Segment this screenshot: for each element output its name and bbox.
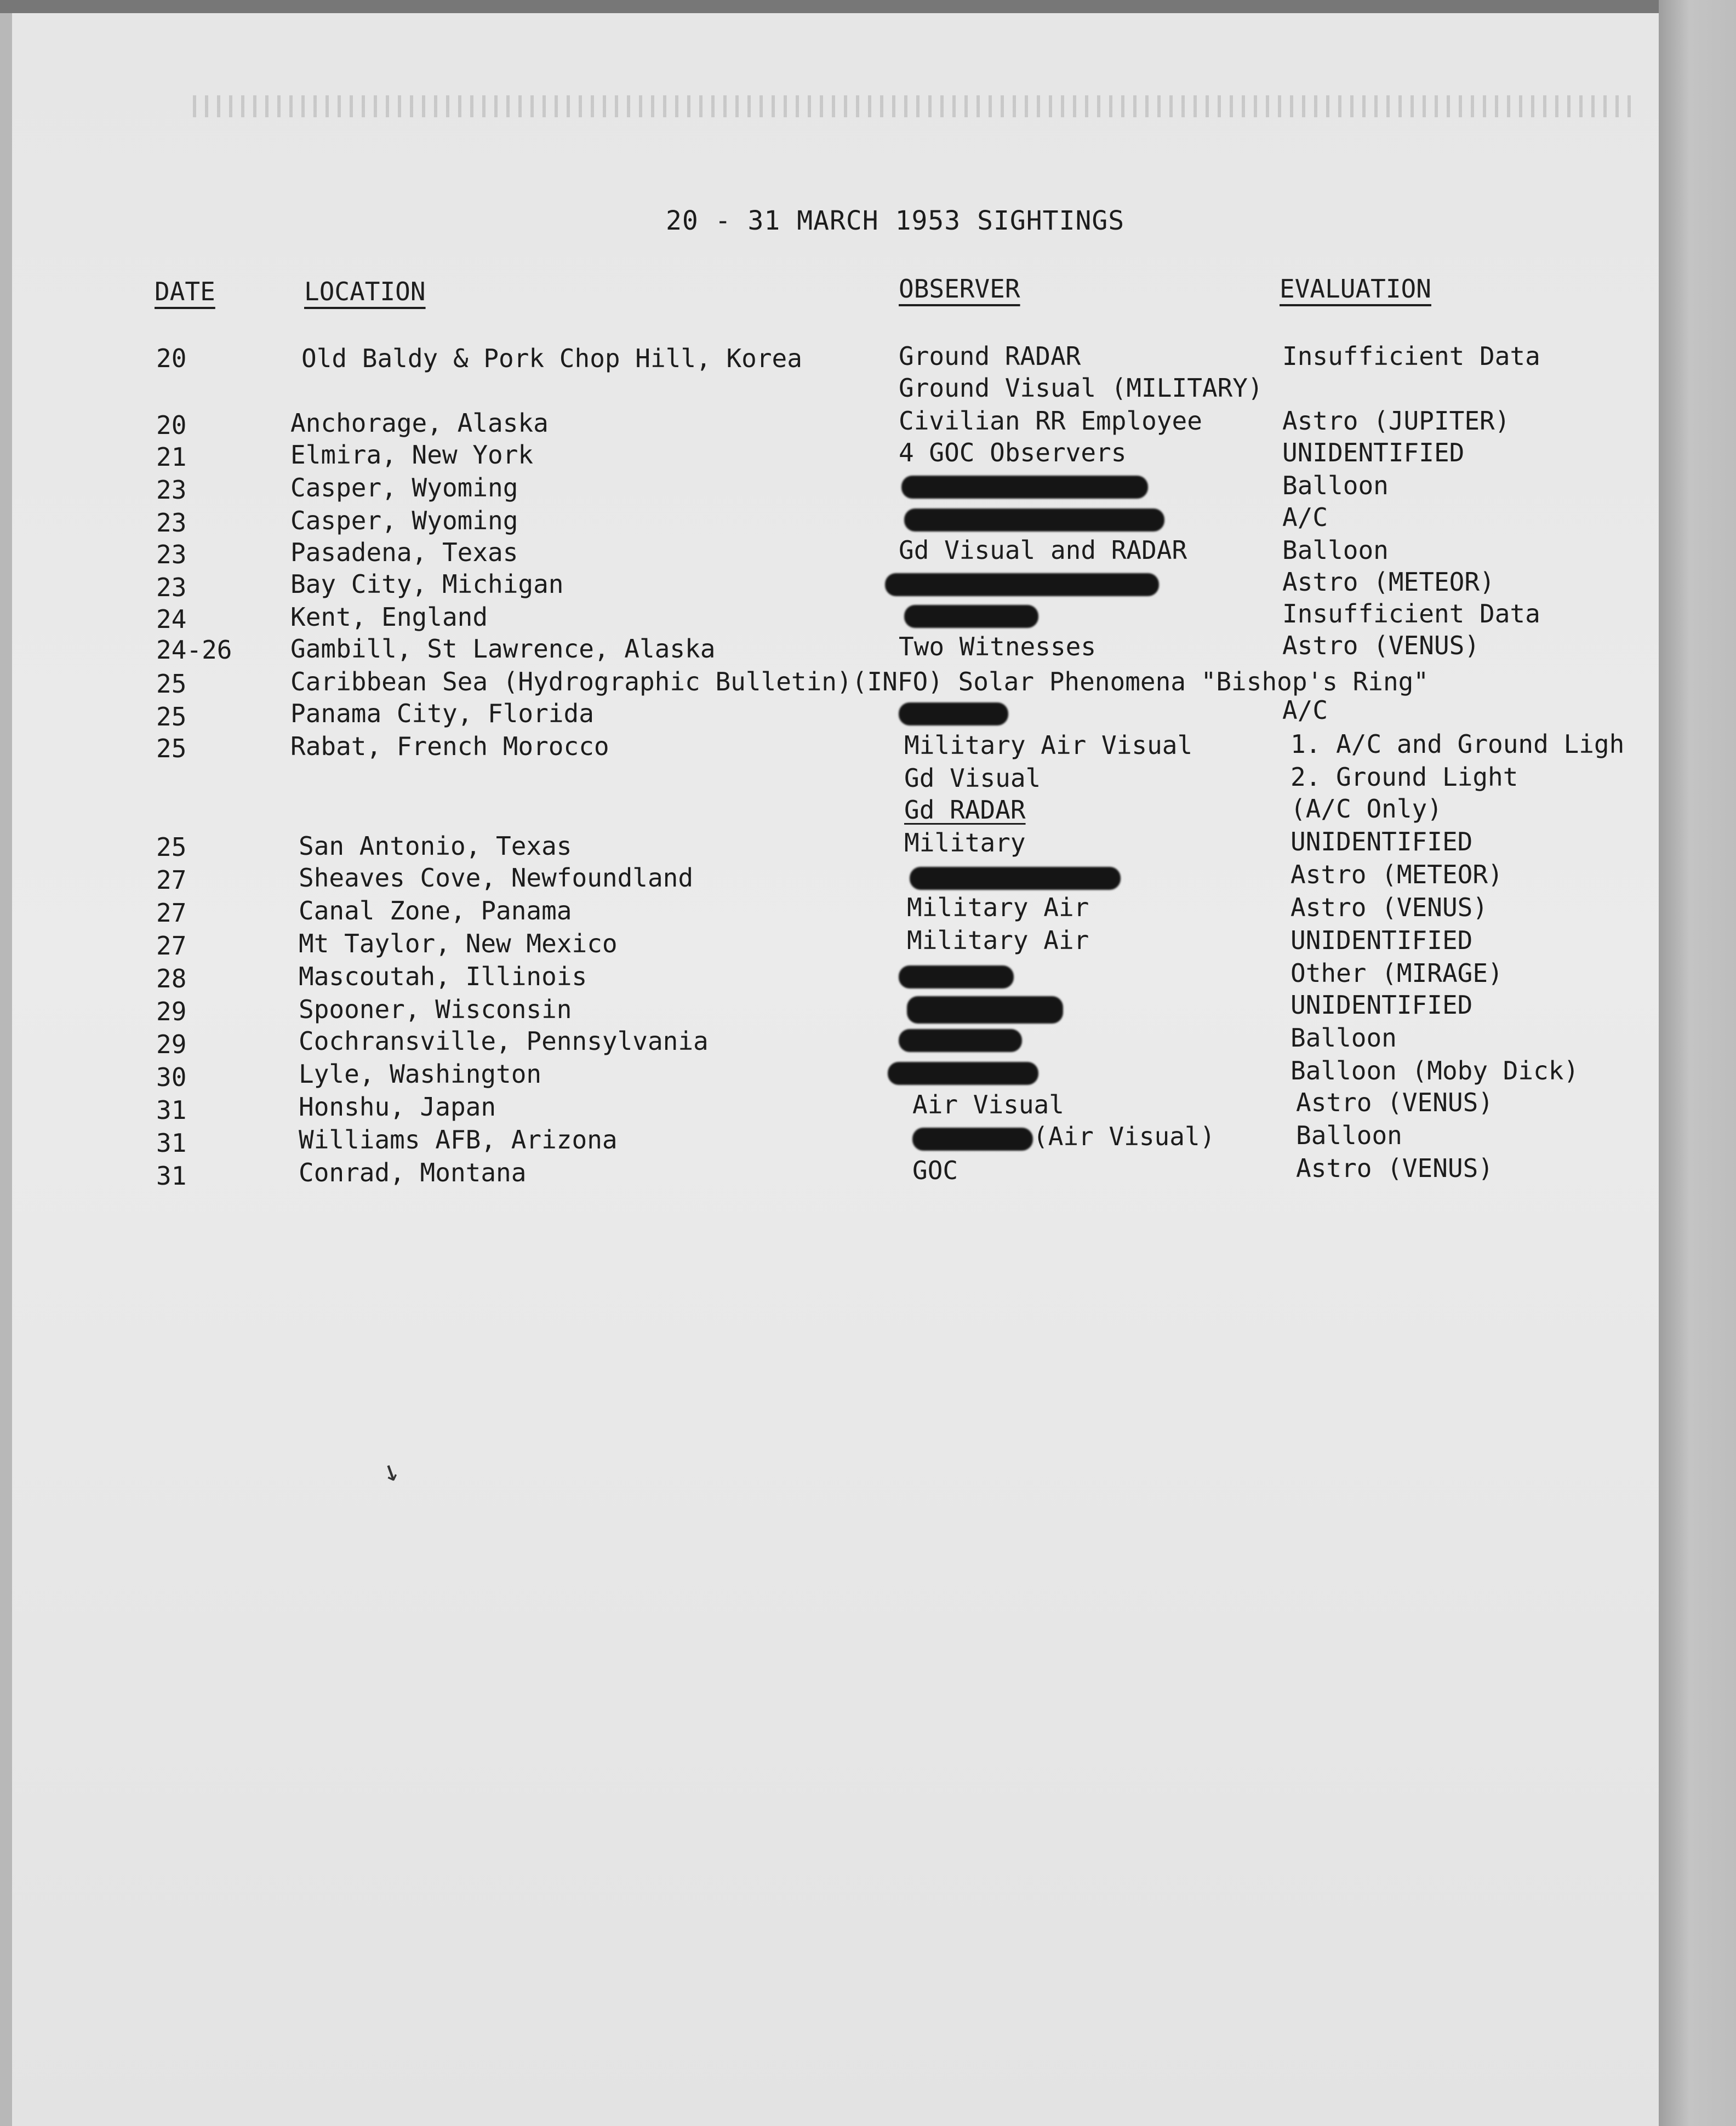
location-cell: Rabat, French Morocco [290, 731, 609, 761]
redaction-mark [904, 605, 1038, 628]
redaction-mark [907, 996, 1063, 1024]
evaluation-cell: A/C [1282, 695, 1328, 725]
evaluation-cell: Astro (METEOR) [1290, 860, 1503, 889]
evaluation-cell: A/C [1282, 502, 1328, 532]
redaction-mark [904, 508, 1164, 532]
date-cell: 21 [156, 442, 187, 472]
date-cell: 30 [156, 1062, 187, 1092]
observer-cell: (Air Visual) [1033, 1122, 1215, 1151]
redaction-mark [899, 702, 1008, 725]
evaluation-cell: Other (MIRAGE) [1290, 958, 1503, 988]
observer-cell: 4 GOC Observers [899, 438, 1127, 467]
date-cell: 29 [156, 997, 187, 1026]
location-cell: Kent, England [290, 602, 488, 632]
location-cell: Mt Taylor, New Mexico [299, 929, 618, 958]
observer-cell: Gd RADAR [904, 795, 1026, 825]
date-cell: 27 [156, 898, 187, 928]
date-cell: 31 [156, 1095, 187, 1125]
evaluation-cell: Balloon [1282, 535, 1389, 565]
location-cell: Panama City, Florida [290, 699, 594, 728]
evaluation-cell: Balloon [1290, 1023, 1397, 1053]
date-cell: 29 [156, 1030, 187, 1059]
evaluation-cell: UNIDENTIFIED [1290, 990, 1473, 1020]
location-cell: Caribbean Sea (Hydrographic Bulletin)(INFO) Solar Phenomena "Bishop's Ring" [290, 667, 1429, 696]
date-cell: 24-26 [156, 635, 232, 665]
date-cell: 23 [156, 540, 187, 569]
evaluation-cell: Balloon [1296, 1121, 1402, 1150]
date-cell: 24 [156, 604, 187, 634]
observer-cell: GOC [912, 1156, 958, 1185]
header-location: LOCATION [304, 277, 426, 306]
location-cell: Pasadena, Texas [290, 538, 518, 567]
location-cell: Anchorage, Alaska [290, 408, 549, 438]
evaluation-cell: Balloon [1282, 471, 1389, 500]
location-cell: Cochransville, Pennsylvania [299, 1026, 709, 1056]
observer-cell: Military Air [907, 925, 1089, 955]
location-cell: Sheaves Cove, Newfoundland [299, 863, 694, 893]
pen-mark-icon: ↘ [377, 1450, 408, 1489]
location-cell: Conrad, Montana [299, 1158, 527, 1187]
redaction-mark [885, 573, 1159, 596]
evaluation-cell: Astro (VENUS) [1296, 1088, 1494, 1117]
location-cell: Casper, Wyoming [290, 506, 518, 535]
location-cell: Lyle, Washington [299, 1059, 542, 1089]
location-cell: Old Baldy & Pork Chop Hill, Korea [301, 344, 802, 373]
evaluation-cell: Insufficient Data [1282, 599, 1540, 628]
date-cell: 25 [156, 832, 187, 862]
header-date: DATE [155, 277, 215, 306]
date-cell: 25 [156, 702, 187, 731]
evaluation-cell: Balloon (Moby Dick) [1290, 1056, 1579, 1085]
redaction-mark [910, 867, 1121, 890]
document-title: 20 - 31 MARCH 1953 SIGHTINGS [666, 205, 1125, 236]
date-cell: 25 [156, 734, 187, 763]
redaction-mark [888, 1062, 1038, 1085]
redaction-mark [912, 1128, 1033, 1151]
evaluation-cell: Astro (VENUS) [1282, 631, 1480, 660]
observer-cell: Ground Visual (MILITARY) [899, 373, 1263, 403]
observer-cell: Gd Visual and RADAR [899, 535, 1187, 565]
date-cell: 31 [156, 1161, 187, 1191]
date-cell: 31 [156, 1128, 187, 1158]
location-cell: Honshu, Japan [299, 1092, 496, 1122]
evaluation-cell: UNIDENTIFIED [1290, 827, 1473, 856]
evaluation-cell: Astro (VENUS) [1290, 893, 1488, 922]
observer-cell: Military [904, 828, 1026, 858]
observer-cell: Ground RADAR [899, 341, 1081, 371]
redaction-mark [899, 1029, 1022, 1052]
observer-cell: Military Air Visual [904, 730, 1193, 760]
date-cell: 27 [156, 931, 187, 961]
evaluation-cell: Astro (METEOR) [1282, 567, 1495, 597]
date-cell: 23 [156, 475, 187, 505]
date-cell: 23 [156, 573, 187, 602]
location-cell: Elmira, New York [290, 440, 534, 470]
location-cell: Casper, Wyoming [290, 473, 518, 502]
redaction-mark [901, 476, 1148, 499]
evaluation-cell: 2. Ground Light [1290, 762, 1518, 792]
location-cell: Bay City, Michigan [290, 569, 564, 599]
evaluation-cell: 1. A/C and Ground Ligh [1290, 729, 1625, 759]
evaluation-cell: UNIDENTIFIED [1282, 438, 1465, 467]
header-evaluation: EVALUATION [1280, 274, 1431, 304]
location-cell: Williams AFB, Arizona [299, 1125, 618, 1155]
evaluation-cell: Astro (VENUS) [1296, 1153, 1494, 1183]
location-cell: San Antonio, Texas [299, 831, 572, 861]
observer-cell: Two Witnesses [899, 632, 1097, 661]
location-cell: Spooner, Wisconsin [299, 995, 572, 1024]
scan-right-edge [1659, 0, 1736, 2126]
date-cell: 25 [156, 669, 187, 699]
scan-smudge [193, 95, 1640, 117]
date-cell: 20 [156, 344, 187, 373]
observer-cell: Civilian RR Employee [899, 406, 1202, 436]
evaluation-cell: Astro (JUPITER) [1282, 406, 1510, 436]
evaluation-cell: Insufficient Data [1282, 341, 1540, 371]
date-cell: 23 [156, 508, 187, 538]
redaction-mark [899, 965, 1014, 988]
observer-cell: Air Visual [912, 1090, 1064, 1119]
date-cell: 20 [156, 410, 187, 440]
observer-cell: Military Air [907, 893, 1089, 922]
date-cell: 27 [156, 865, 187, 895]
date-cell: 28 [156, 964, 187, 993]
location-cell: Mascoutah, Illinois [299, 962, 587, 991]
evaluation-cell: UNIDENTIFIED [1290, 925, 1473, 955]
observer-cell: Gd Visual [904, 763, 1041, 793]
evaluation-cell: (A/C Only) [1290, 794, 1442, 824]
header-observer: OBSERVER [899, 274, 1020, 304]
scan-top-edge [0, 0, 1736, 13]
location-cell: Canal Zone, Panama [299, 896, 572, 925]
location-cell: Gambill, St Lawrence, Alaska [290, 634, 716, 664]
